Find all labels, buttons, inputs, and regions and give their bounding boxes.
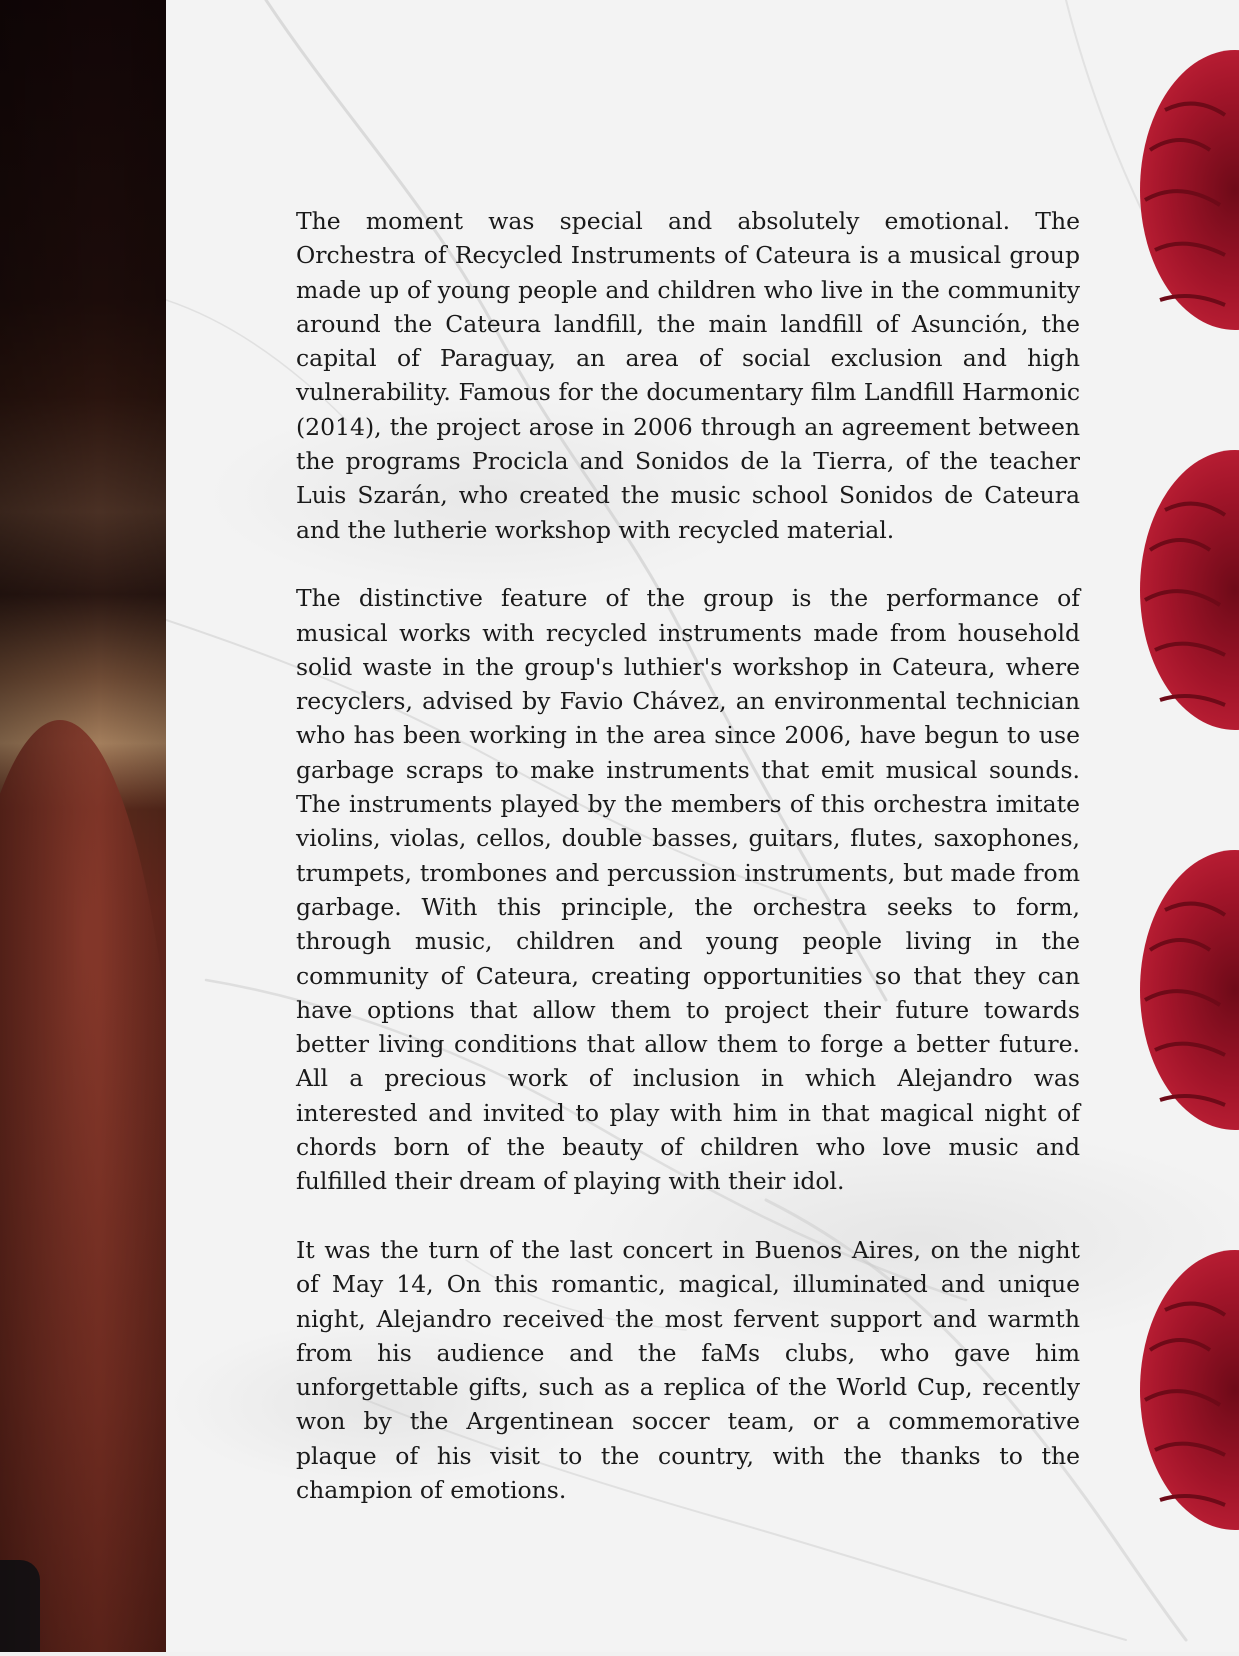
flower-4: [1140, 1250, 1239, 1530]
portrait-photo-strip: [0, 0, 166, 1652]
article-paragraph-3: It was the turn of the last concert in Buenos Aires, on the night of May 14, On this romantic, magical, illuminated and unique night, Alejandro received the most fervent support and warmth from his audience and the faMs clubs, who gave him unforgettable gifts, such as a replica of the World Cup, recently won by the Argentinean soccer team, or a commemorative plaque of his visit to the country, with the thanks to the champion of emotions.: [296, 1235, 1080, 1504]
article-paragraph-1: The moment was special and absolutely emotional. The Orchestra of Recycled Instruments of Cateura is a musical group made up of young people and children who live in the community around the Cateura landfill, the main landfill of Asunción, the capital of Paraguay, an area of social exclusion and high vulnerability. Famous for the documentary film Landfill Harmonic (2014), the project arose in 2006 through an agreement between the programs Procicla and Sonidos de la Tierra, of the teacher Luis Szarán, who created the music school Sonidos de Cateura and the lutherie workshop with recycled material.: [296, 207, 1080, 544]
flower-1: [1140, 50, 1239, 330]
flower-3: [1140, 850, 1239, 1130]
article-paragraph-2: The distinctive feature of the group is the performance of musical works with recycled instruments made from household solid waste in the group's luthier's workshop in Cateura, where recyclers, advised by Favio Chávez, an environmental technician who has been working in the area since 2006, have begun to use garbage scraps to make instruments that emit musical sounds. The instruments played by the members of this orchestra imitate violins, violas, cellos, double basses, guitars, flutes, saxophones, trumpets, trombones and percussion instruments, but made from garbage. With this principle, the orchestra seeks to form, through music, children and young people living in the community of Cateura, creating opportunities so that they can have options that allow them to project their future towards better living conditions that allow them to forge a better future. All a precious work of inclusion in which Alejandro was interested and invited to play with him in that magical night of chords born of the beauty of children who love music and fulfilled their dream of playing with their idol.: [296, 584, 1080, 1196]
article-body: [296, 204, 1080, 1542]
flower-2: [1140, 450, 1239, 730]
red-flowers-graphic: [1140, 0, 1239, 1652]
flower-border: [1140, 0, 1239, 1652]
photo-shade: [0, 0, 166, 1652]
